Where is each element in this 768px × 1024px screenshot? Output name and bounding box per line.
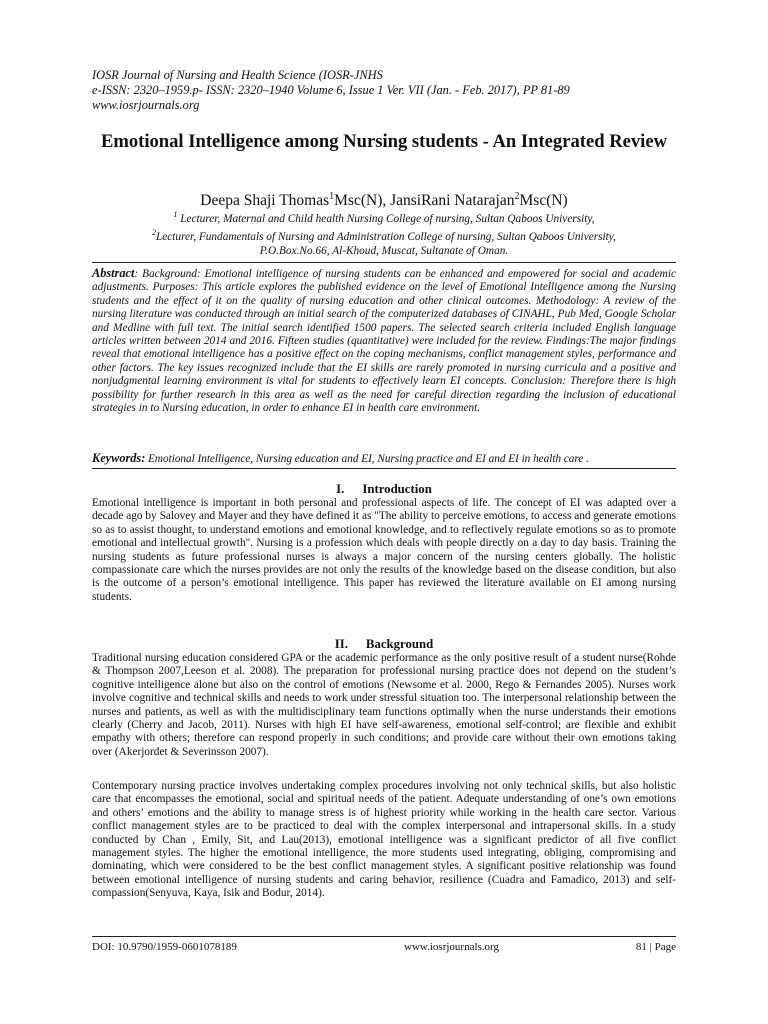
abstract-top-rule [92,262,676,263]
journal-header [92,68,692,113]
section-heading-introduction [92,482,676,497]
footer-page-number: 81 | Page [635,941,676,953]
journal-issn: e-ISSN: 2320–1959.p- ISSN: 2320–1940 Volume 6, Issue 1 Ver. VII (Jan. - Feb. 2017), PP 81-89 [92,83,570,97]
journal-website: www.iosrjournals.org [92,98,200,112]
section-title: Background [365,637,434,651]
introduction-paragraph: Emotional intelligence is important in both personal and professional aspects of life. The concept of EI was adapted over a decade ago by Salovey and Mayer and they have defined it as "The ability to perceive emotions, to access and generate emotions so as to assist thought, to understand emotions and emotional knowledge, and to reflectively regulate emotions so as to promote emotional and intellectual growth". Nursing is a profession which deals with people directly on a day to day basis. Training the nursing students as future professional nurses is always a major concern of the nursing centers globally. The holistic compassionate care which the nurses provides are not only the results of the knowledge based on the disease condition, but also is the outcome of a person’s emotional intelligence. This paper has reviewed the literature available on EI among nursing students. [92,497,676,603]
affiliation-1 [84,208,684,226]
affiliations [84,208,684,258]
affiliation-2 [84,226,684,244]
background-paragraph-1: Traditional nursing education considered GPA or the academic performance as the only positive result of a student nurse(Rohde & Thompson 2007,Leeson et al. 2008). The preparation for professional nursing practice does not depend on the student’s cognitive intelligence alone but also on the control of emotions (Newsome et al. 2000, Rego & Fernandes 2005). Nurses work involve cognitive and technical skills and needs to work under stressful situation too. The interpersonal relationship between the nurses and patients, as well as with the multidisciplinary team functions optimally when the nurse understands their emotions clearly (Cherry and Jacob, 2011). Nurses with high EI have self-awareness, emotional self-control; are flexible and exhibit empathy with others; therefore can respond properly in such conditions; and provide care without their own emotions taking over (Akerjordet & Severinsson 2007). [92,652,676,758]
journal-name: IOSR Journal of Nursing and Health Science (IOSR-JNHS [92,68,383,82]
affiliation-2-superscript: 2 [151,228,156,238]
affiliation-address: P.O.Box.No.66, Al-Khoud, Muscat, Sultanate of Oman. [259,244,509,257]
affiliation-1-text: Lecturer, Maternal and Child health Nursing College of nursing, Sultan Qaboos University, [177,212,595,225]
abstract-block [92,267,676,415]
keywords-block [92,451,676,466]
background-paragraph-2: Contemporary nursing practice involves undertaking complex procedures involving not only technical skills, but also holistic care that encompasses the emotional, social and spiritual needs of the patient. Adequate understanding of one’s own emotions and others’ emotions and the ability to manage stress is of highest priority while working in the health care sector. Various conflict management styles are to be practiced to deal with the complex interpersonal and intrapersonal skills. In a study conducted by Chan , Emily, Sit, and Lau(2013), emotional intelligence was a significant predictor of all five conflict management styles. The higher the emotional intelligence, the more students used integrating, obliging, compromising and dominating, which were considered to be the best conflict management styles. A significant positive relationship was found between emotional intelligence of nursing students and caring behavior, resilience (Cuadra and Famadico, 2013) and self-compassion(Senyuva, Kaya, Isik and Bodur, 2014). [92,780,676,900]
author-1-superscript: 1 [329,191,335,202]
footer-doi: DOI: 10.9790/1959-0601078189 [92,941,237,953]
section-number: II. [334,637,348,651]
author-1-degree: Msc(N), [334,192,391,210]
section-heading-background [92,637,676,652]
author-2-superscript: 2 [514,191,520,202]
keywords-text: Emotional Intelligence, Nursing education and EI, Nursing practice and EI and EI in health care . [145,453,589,465]
section-number: I. [336,482,345,496]
section-title: Introduction [362,482,432,496]
author-2-degree: Msc(N) [519,192,568,210]
footer-website: www.iosrjournals.org [404,941,500,953]
keywords-label: Keywords: [92,451,146,465]
author-2-name: JansiRani Natarajan [390,192,515,210]
paper-title: Emotional Intelligence among Nursing students - An Integrated Review [100,131,668,152]
author-line [84,187,684,210]
footer-rule [92,936,676,937]
abstract-label: Abstract [92,266,135,280]
author-1-name: Deepa Shaji Thomas [200,192,330,210]
affiliation-1-superscript: 1 [173,210,178,219]
abstract-text: : Background: Emotional intelligence of nursing students can be enhanced and empowered for social and academic adjustments. Purposes: This article explores the published evidence on the level of Emotional Intelligence among the Nursing students and the effect of it on the quality of nursing education and other clinical outcomes. Methodology: A review of the nursing literature was conducted through an initial search of the computerized databases of CINAHL, Pub Med, Google Scholar and Medline with full text. The initial search identified 1500 papers. The selected search criteria included English language articles written between 2014 and 2016. Fifteen studies (quantitative) were included for the review. Findings:The major findings reveal that emotional intelligence has a positive effect on the coping mechanisms, conflict management styles, performance and other factors. The key issues recognized include that the EI skills are rarely promoted in nursing curricula and a positive and nonjudgmental learning environment is vital for students to effectively learn EI concepts. Conclusion: Therefore there is high possibility for further research in this area as well as the need for careful direction regarding the inclusion of educational strategies in to Nursing education, in order to enhance EI in health care environment. [92,268,676,415]
affiliation-2-text: Lecturer, Fundamentals of Nursing and Administration College of nursing, Sultan Qaboos University, [155,231,617,244]
abstract-bottom-rule [92,468,676,469]
